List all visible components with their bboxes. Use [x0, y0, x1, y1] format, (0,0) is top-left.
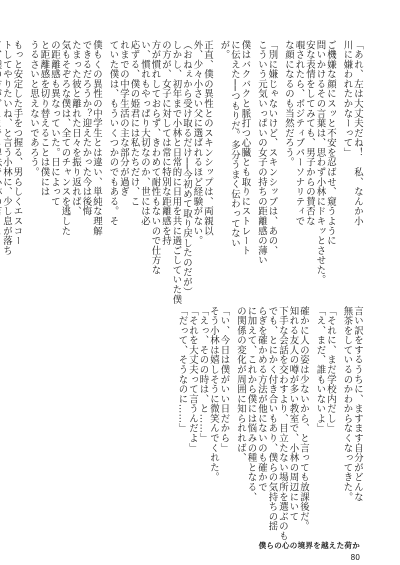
text-line: 「別に嫌じゃないけど、スキンシップは、あの、: [266, 40, 278, 256]
text-line: 「それに、まだ学校内だし」: [325, 306, 336, 434]
text-line: しかし、初年まで小林と日常的に日用を共に過ごしていた僕: [170, 40, 182, 305]
text-line: 「だって、そうなのに……」: [176, 306, 188, 434]
text-line: 確かに人の姿は少ないから、と言っても放課後だ。: [298, 306, 309, 532]
text-line: 安な表情をしてみても、男子からの賛否な: [304, 40, 315, 227]
text-line: 「それを大丈夫って言うんだよ」: [187, 306, 198, 453]
text-line: 「あれ、左は大丈夫だね！ 私、なんか小: [352, 40, 363, 227]
text-line: トしてやりたいね、と言う小林に、少し息が落ち: [1, 40, 12, 256]
text-line: の関係の変化が周囲に知られれば、: [235, 306, 246, 463]
text-line: 下手な会話を交わすより、目立たない場所を選ぶのも: [277, 306, 288, 541]
text-line: 応ずる、僕の姫君には私たちだけ、こ: [128, 40, 140, 207]
text-line: らぎを確かめる方法が他にないのも確かで: [256, 306, 267, 493]
text-line: 気もそぞろな僕は、全てのチャンスを逃した: [59, 40, 71, 236]
text-line: 川に嫌われたかなーって」: [341, 40, 353, 158]
running-title: 僕らの心の境界を越えた荷か: [258, 541, 360, 550]
text-line: もっと安定した手をつ握る、男らしくエスコー: [11, 40, 23, 246]
text-line: 知れる友人の噂が多い教室で、小林の周辺にいて: [287, 306, 299, 522]
text-line: ていた僕は、もういくつかのでもある。そ: [107, 40, 119, 227]
text-line: 方が慣れしておらず、きわめて耐性もないので仕方な: [149, 40, 161, 275]
text-line: 問いかけるその言葉は、思わず小林にドキッとさせた。: [314, 40, 326, 285]
text-line: たまった彼と離れた日々を振り返れば、: [70, 40, 81, 217]
text-line: 覗されたら、ボジティブパーソナリティで: [293, 40, 305, 227]
text-line: と距離感を切り替えることは僕には: [38, 40, 50, 197]
text-line: でも、とにかく付き合いもあり、僕らの気持ちの揺: [266, 306, 278, 532]
text-line: 外、少々小さい父に選ばれるほど経験がない。: [191, 40, 203, 246]
text-line: れまでの中学生活の主な部分が過ぎ: [118, 40, 129, 197]
text-line: 「えっ、そのの時は、と……」: [197, 306, 209, 444]
text-line: ご機嫌な顔にスッと不安を忍ばせ、窺うように: [325, 40, 336, 246]
text-line: 正直、僕の異性とのスキンシップは、両親以: [202, 40, 213, 236]
text-line: できるだろうか？迎えたかった今は後悔: [80, 40, 92, 217]
page-number: 80: [350, 553, 360, 562]
text-line: の方が、女子に対しては常に特別な距離感を持: [160, 40, 171, 246]
text-line: い、慣れもやっぱり大切なのか、世には必: [139, 40, 150, 227]
text-line: うるさいと思えないであろう。: [28, 40, 39, 178]
text-line: 僕はバクバクと脈打つ心臓とも取りにストレート: [239, 40, 251, 256]
text-line: の距離感も異なっていた。日によって: [49, 40, 60, 207]
text-line: 僕もくの異性の中学生とは違い、単純な理解: [91, 40, 102, 236]
text-line: そう小林は嬉しそうに微笑んでくれた。: [208, 306, 219, 483]
text-line: 「え、まだ、誰もいないよ」: [314, 306, 326, 434]
text-line: 言い訳をするうちに、ますます自分がどんな: [352, 306, 363, 502]
text-block-lower: [44, 306, 363, 541]
text-line: に加えて、これから僕には悩みの種となる、: [245, 306, 257, 502]
text-line: 「い、今日は僕がいい日だから」: [218, 306, 230, 453]
text-line: こういう元気いっぱいの女子の持ちの距離感の薄い: [256, 40, 267, 266]
text-line: が。: [218, 40, 230, 60]
text-line: 無茶をしているのかわからなくなってきた。: [341, 306, 353, 502]
text-line: に伝えた──つもりだ。多分うまく伝わってない: [229, 40, 240, 248]
text-line: （おねぇから受け取るだけ──今初めて取り戻したのだが）: [181, 40, 192, 297]
text-block-upper: [1, 40, 363, 305]
page-footer: [259, 540, 360, 562]
text-line: な顔になるのも当然だろう。: [283, 40, 294, 168]
